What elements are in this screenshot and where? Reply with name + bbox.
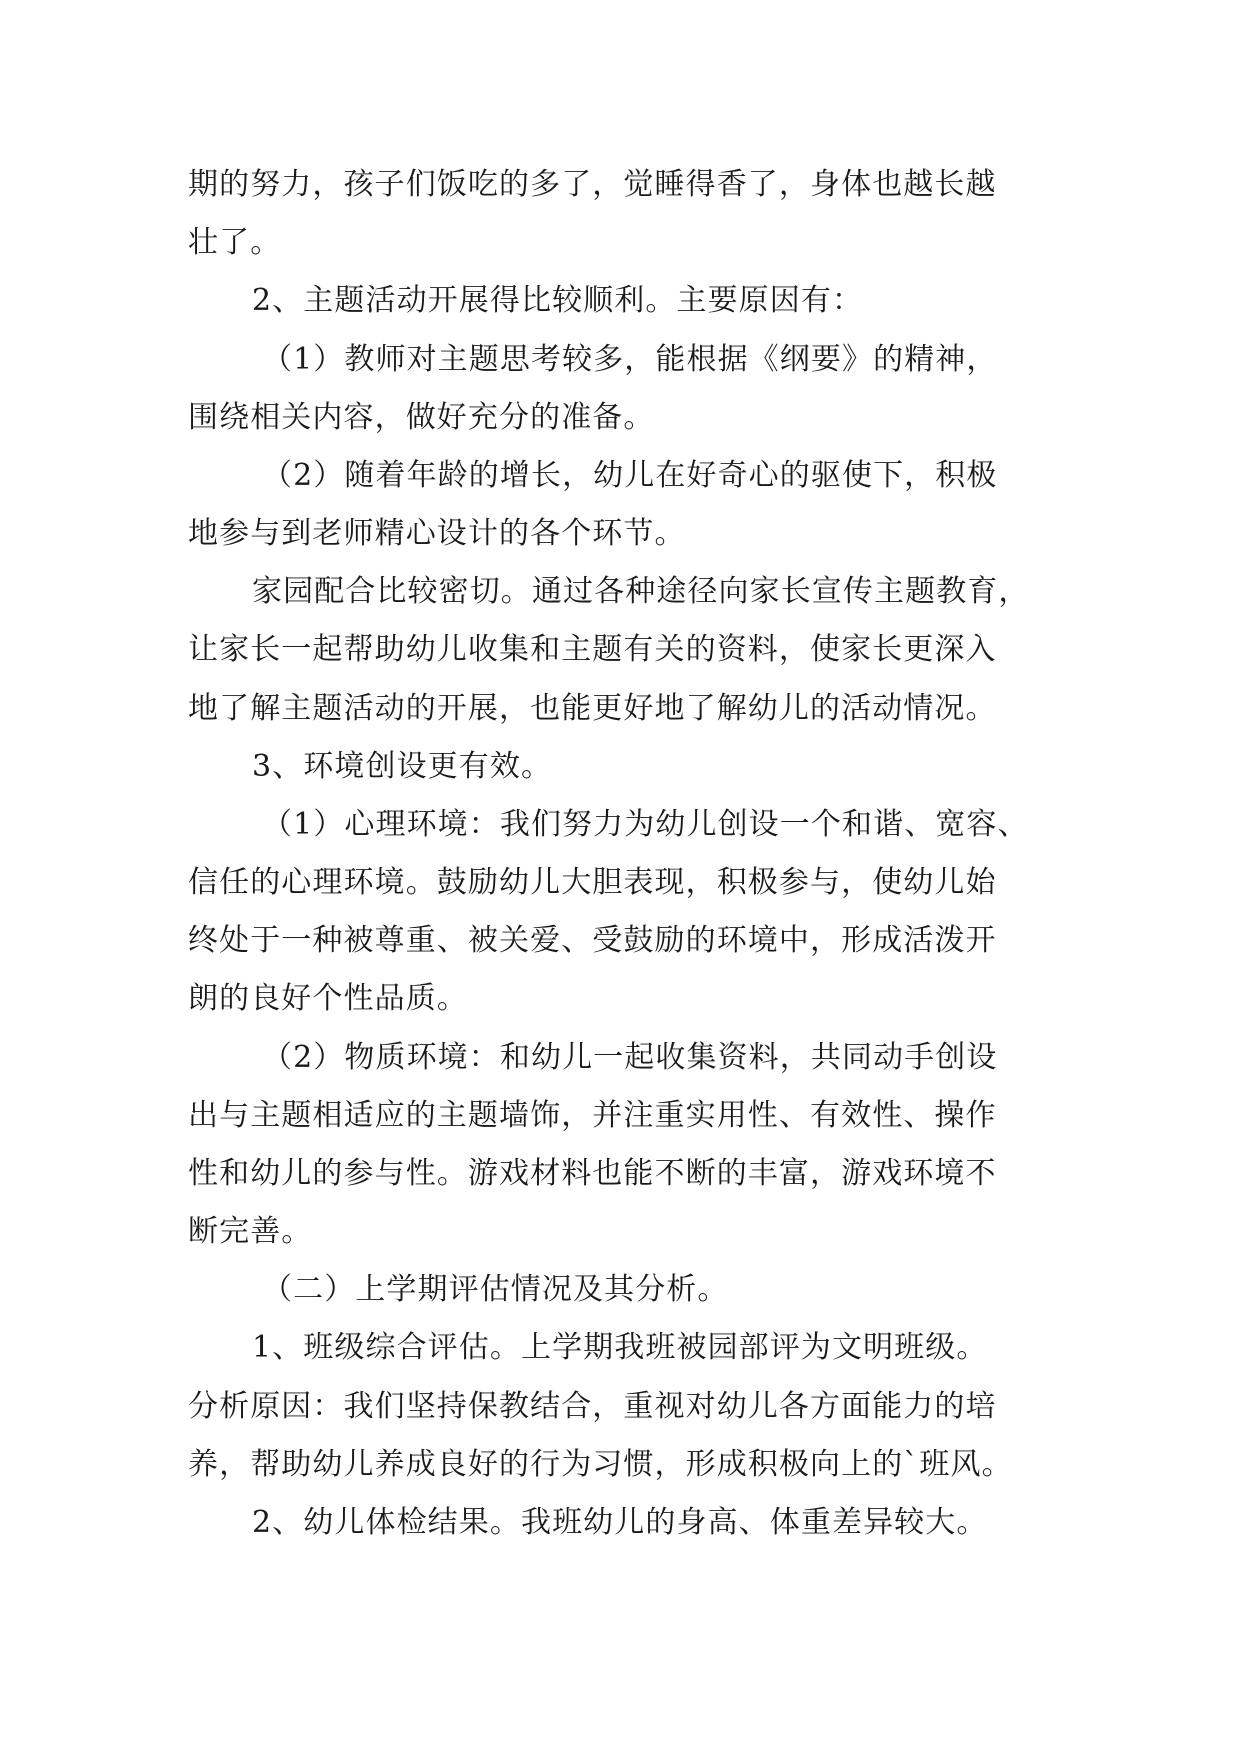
text-line: （1）心理环境：我们努力为幼儿创设一个和谐、宽容、 xyxy=(262,807,1029,842)
text-line: 性和幼儿的参与性。游戏材料也能不断的丰富，游戏环境不 xyxy=(188,1156,997,1191)
text-line: 养，帮助幼儿养成良好的行为习惯，形成积极向上的`班风。 xyxy=(188,1447,1013,1482)
text-line: 地参与到老师精心设计的各个环节。 xyxy=(188,516,686,551)
text-line: 出与主题相适应的主题墙饰，并注重实用性、有效性、操作 xyxy=(188,1098,997,1133)
text-line: 分析原因：我们坚持保教结合，重视对幼儿各方面能力的培 xyxy=(188,1389,997,1424)
text-line: 1、班级综合评估。上学期我班被园部评为文明班级。 xyxy=(252,1330,988,1365)
text-line: 围绕相关内容，做好充分的准备。 xyxy=(188,400,655,435)
text-line: 壮了。 xyxy=(188,225,282,260)
text-line: （1）教师对主题思考较多，能根据《纲要》的精神， xyxy=(262,342,998,377)
text-line: 断完善。 xyxy=(188,1214,313,1249)
text-line: 地了解主题活动的开展，也能更好地了解幼儿的活动情况。 xyxy=(188,691,997,726)
text-line: 3、环境创设更有效。 xyxy=(252,749,553,784)
text-line: 信任的心理环境。鼓励幼儿大胆表现，积极参与，使幼儿始 xyxy=(188,865,997,900)
text-line: （2）随着年龄的增长，幼儿在好奇心的驱使下，积极 xyxy=(262,458,998,493)
text-line: 2、主题活动开展得比较顺利。主要原因有： xyxy=(252,283,864,318)
text-line: 2、幼儿体检结果。我班幼儿的身高、体重差异较大。 xyxy=(252,1505,988,1540)
text-line: （2）物质环境：和幼儿一起收集资料，共同动手创设 xyxy=(262,1040,998,1075)
text-line: 终处于一种被尊重、被关爱、受鼓励的环境中，形成活泼开 xyxy=(188,923,997,958)
text-line: 家园配合比较密切。通过各种途径向家长宣传主题教育， xyxy=(252,574,1030,609)
text-line: 朗的良好个性品质。 xyxy=(188,981,468,1016)
text-line: 期的努力，孩子们饭吃的多了，觉睡得香了，身体也越长越 xyxy=(188,167,997,202)
text-line: 让家长一起帮助幼儿收集和主题有关的资料，使家长更深入 xyxy=(188,632,997,667)
text-line: （二）上学期评估情况及其分析。 xyxy=(262,1272,729,1307)
